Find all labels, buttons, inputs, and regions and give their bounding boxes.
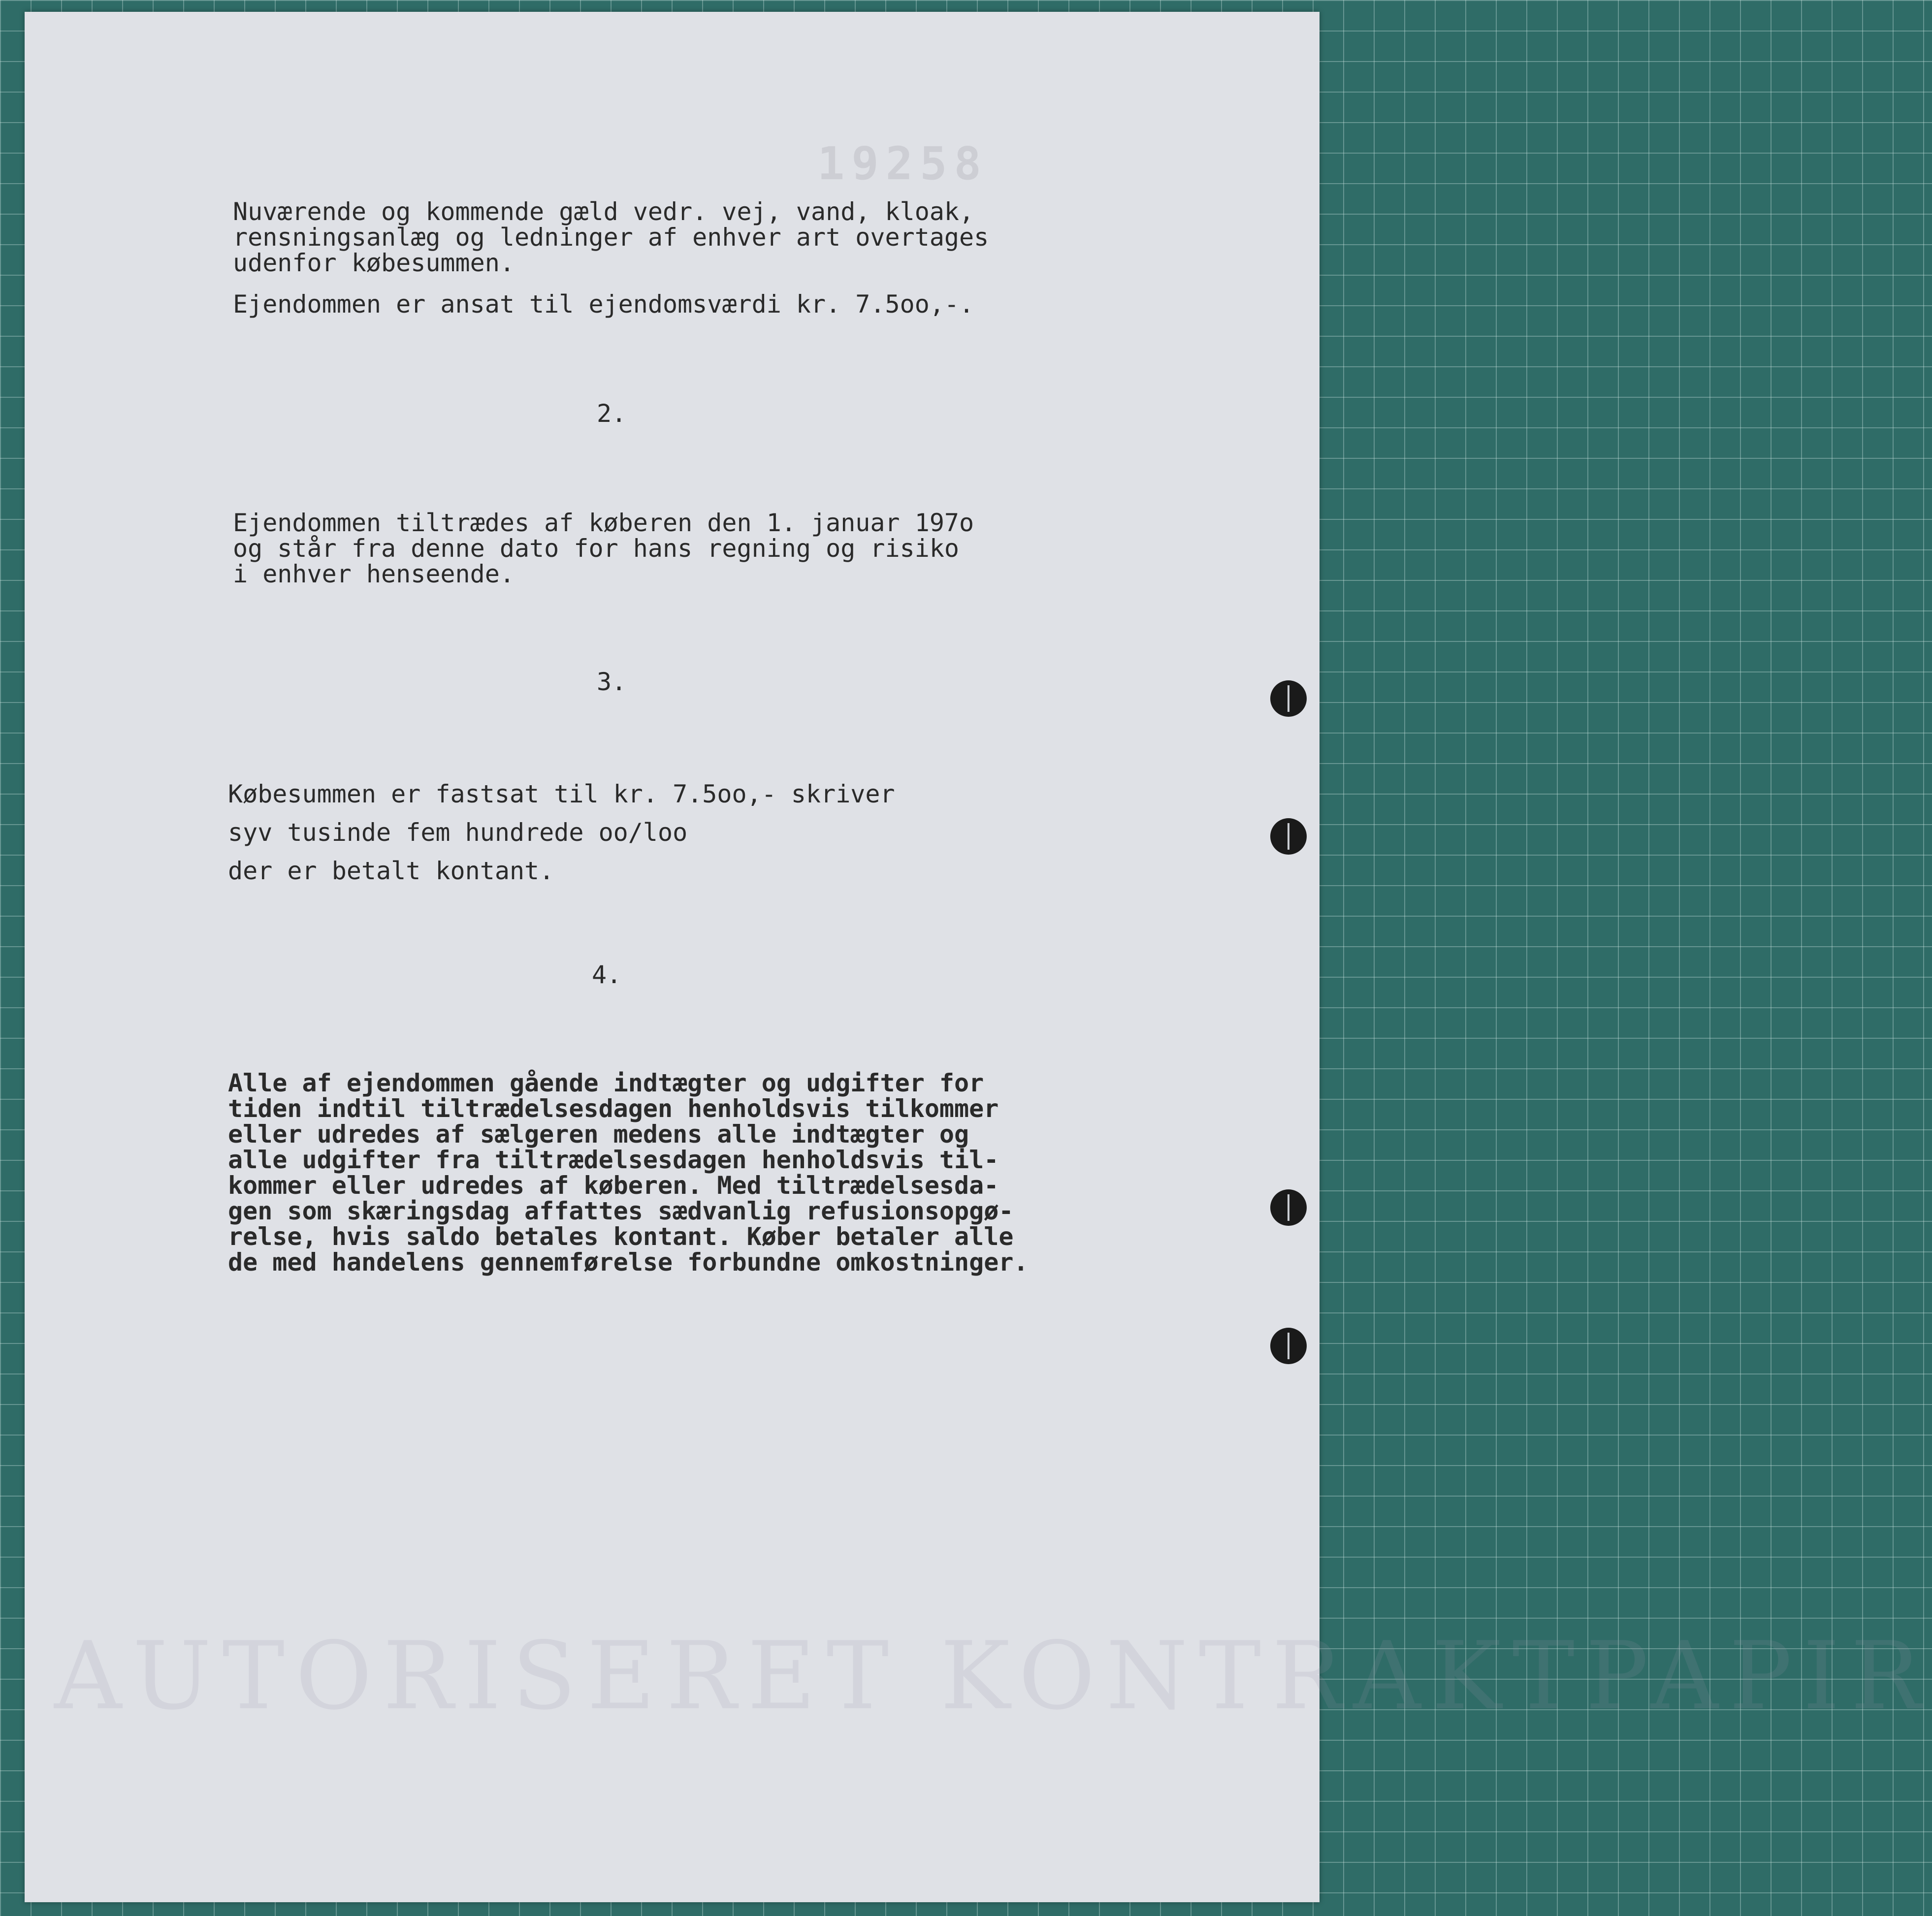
paragraph-2: Ejendommen tiltrædes af køberen den 1. januar 197o og står fra denne dato for hans regning og risiko i enhver henseende.	[233, 509, 974, 588]
paragraph-1b: Ejendommen er ansat til ejendomsværdi kr. 7.5oo,-.	[233, 290, 974, 319]
paragraph-1: Nuværende og kommende gæld vedr. vej, vand, kloak, rensningsanlæg og ledninger af enhver art overtages udenfor købesummen.	[233, 197, 989, 277]
punch-hole	[1270, 1328, 1307, 1364]
document-page	[25, 12, 1932, 1902]
punch-hole	[1270, 680, 1307, 717]
paragraph-3: Købesummen er fastsat til kr. 7.5oo,- skriver syv tusinde fem hundrede oo/loo der er betalt kontant.	[228, 780, 895, 885]
punch-hole	[1270, 1189, 1307, 1226]
paragraph-4: Alle af ejendommen gående indtægter og udgifter for tiden indtil tiltrædelsesdagen henholdsvis tilkommer eller udredes af sælgeren medens alle indtægter og alle udgifter fra tiltrædelsesdagen henholdsvis til- kommer eller udredes af køberen. Med tiltrædelsesda- gen som skæringsdag affattes sædvanlig refusionsopgø- relse, hvis saldo betales kontant. Køber betaler alle de med handelens gennemførelse forbundne omkostninger.	[228, 1069, 1029, 1277]
section-2-number: 2.	[597, 399, 627, 428]
section-4-number: 4.	[592, 960, 622, 989]
paper-watermark: AUTORISERET KONTRAKTPAPIR	[54, 1622, 1932, 1730]
section-3-number: 3.	[597, 668, 627, 696]
punch-hole	[1270, 818, 1307, 855]
stamp-number: 19258	[817, 137, 988, 190]
